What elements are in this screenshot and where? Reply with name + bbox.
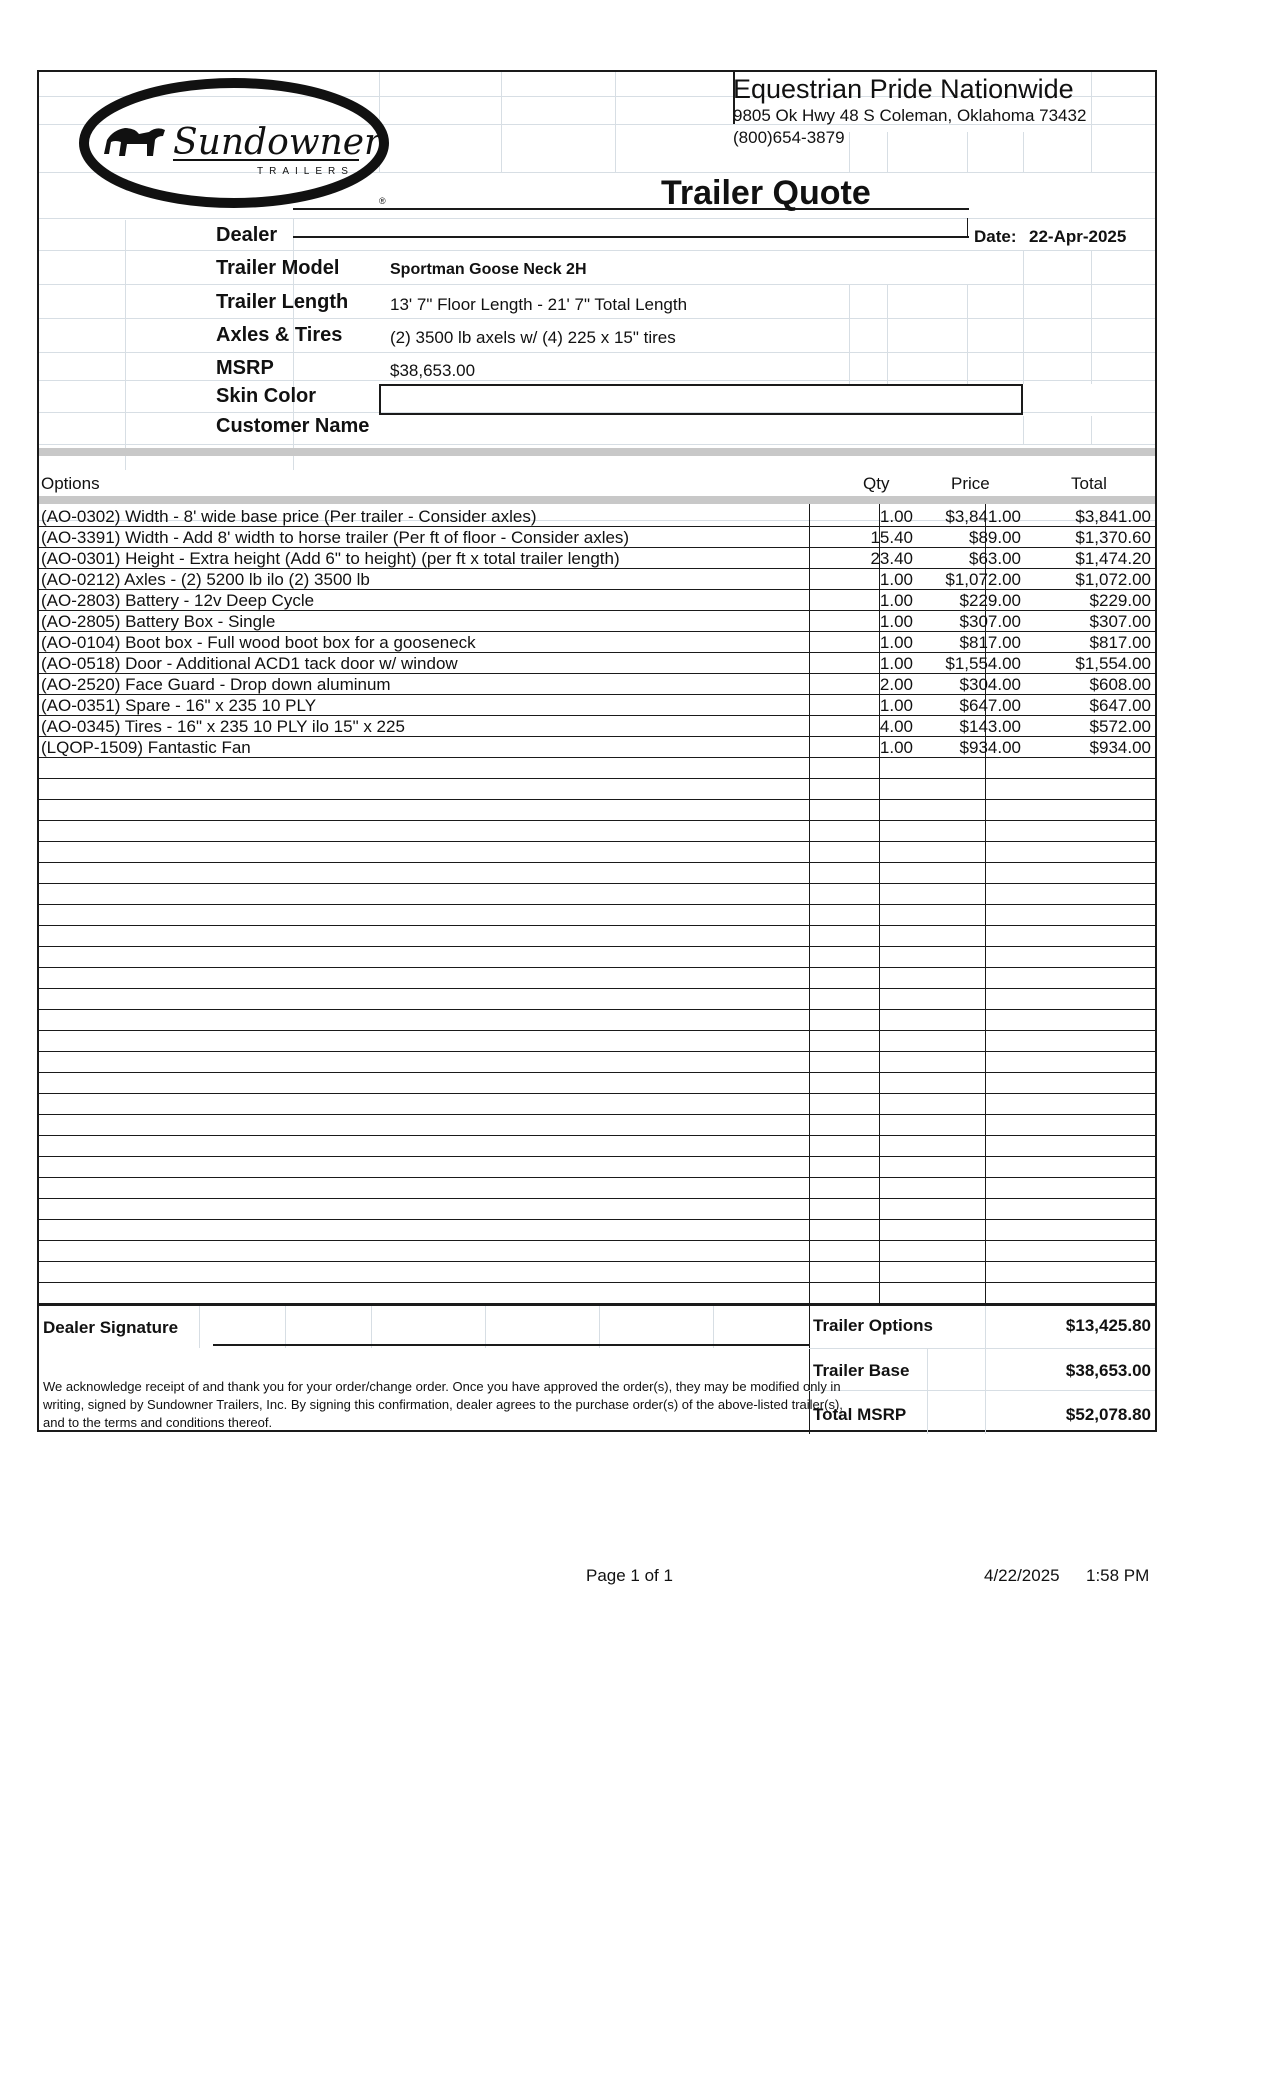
- option-total: $307.00: [1089, 612, 1151, 631]
- option-total: $817.00: [1089, 633, 1151, 652]
- option-qty: 4.00: [879, 717, 913, 736]
- option-price: $304.00: [959, 675, 1021, 694]
- empty-row: [39, 1178, 1155, 1199]
- dealer-signature-label: Dealer Signature: [43, 1318, 179, 1337]
- option-total: $572.00: [1089, 717, 1151, 736]
- trailer-base-value: $38,653.00: [1065, 1361, 1151, 1380]
- option-description: (AO-0345) Tires - 16" x 235 10 PLY ilo 15" x 225: [41, 717, 405, 736]
- total-msrp-value: $52,078.80: [1065, 1405, 1151, 1424]
- empty-row: [39, 1220, 1155, 1241]
- table-row: [39, 611, 1155, 632]
- option-total: $608.00: [1089, 675, 1151, 694]
- acknowledgement-text: We acknowledge receipt of and thank you for your order/change order. Once you have approved the order(s), they may be modified only in writing, signed by Sundowner Trailers, Inc. By signing this confirmation, dealer agrees to the purchase order(s) of the above-listed trailer(s), and to the terms and conditions thereof.: [43, 1379, 843, 1430]
- option-price: $817.00: [959, 633, 1021, 652]
- option-total: $1,072.00: [1075, 570, 1151, 589]
- option-price: $934.00: [959, 738, 1021, 757]
- option-total: $1,474.20: [1075, 549, 1151, 568]
- option-price: $647.00: [959, 696, 1021, 715]
- company-address: 9805 Ok Hwy 48 S Coleman, Oklahoma 73432: [733, 106, 1087, 125]
- table-row: [39, 548, 1155, 569]
- option-total: $229.00: [1089, 591, 1151, 610]
- empty-row: [39, 1199, 1155, 1220]
- option-description: (AO-3391) Width - Add 8' width to horse trailer (Per ft of floor - Consider axles): [41, 528, 630, 547]
- option-description: (AO-0212) Axles - (2) 5200 lb ilo (2) 3500 lb: [41, 570, 370, 589]
- qty-header: Qty: [863, 474, 890, 493]
- empty-row: [39, 926, 1155, 947]
- msrp-value: $38,653.00: [390, 361, 476, 380]
- empty-row: [39, 905, 1155, 926]
- option-price: $229.00: [959, 591, 1021, 610]
- option-total: $1,554.00: [1075, 654, 1151, 673]
- option-price: $143.00: [959, 717, 1021, 736]
- empty-row: [39, 758, 1155, 779]
- option-qty: 1.00: [879, 633, 913, 652]
- option-description: (AO-0302) Width - 8' wide base price (Per trailer - Consider axles): [41, 507, 537, 526]
- empty-row: [39, 968, 1155, 989]
- logo-subtitle: TRAILERS: [257, 166, 354, 177]
- table-row: [39, 569, 1155, 590]
- date-label: Date:: [974, 227, 1017, 246]
- option-qty: 1.00: [879, 654, 913, 673]
- option-total: $1,370.60: [1075, 528, 1151, 547]
- option-total: $647.00: [1089, 696, 1151, 715]
- option-description: (AO-0301) Height - Extra height (Add 6" to height) (per ft x total trailer length): [41, 549, 620, 568]
- table-row: [39, 527, 1155, 548]
- trailer-length-label: Trailer Length: [216, 291, 349, 313]
- option-description: (AO-0351) Spare - 16" x 235 10 PLY: [41, 696, 317, 715]
- table-row: [39, 695, 1155, 716]
- table-row: [39, 674, 1155, 695]
- empty-row: [39, 947, 1155, 968]
- company-name: Equestrian Pride Nationwide: [733, 74, 1074, 104]
- empty-row: [39, 1262, 1155, 1283]
- axles-tires-value: (2) 3500 lb axels w/ (4) 225 x 15" tires: [390, 328, 676, 347]
- print-time: 1:58 PM: [1086, 1566, 1150, 1585]
- option-qty: 1.00: [879, 738, 913, 757]
- empty-row: [39, 779, 1155, 800]
- table-row: [39, 737, 1155, 758]
- option-description: (AO-2805) Battery Box - Single: [41, 612, 276, 631]
- empty-row: [39, 842, 1155, 863]
- trailer-model-label: Trailer Model: [216, 257, 340, 279]
- option-qty: 1.00: [879, 507, 913, 526]
- table-row: [39, 506, 1155, 527]
- sundowner-logo: [77, 76, 391, 210]
- option-price: $63.00: [969, 549, 1021, 568]
- option-qty: 1.00: [879, 570, 913, 589]
- trailer-length-value: 13' 7" Floor Length - 21' 7" Total Length: [390, 295, 688, 314]
- empty-row: [39, 1073, 1155, 1094]
- empty-row: [39, 884, 1155, 905]
- empty-row: [39, 1010, 1155, 1031]
- axles-tires-label: Axles & Tires: [216, 324, 343, 346]
- header-band: [39, 448, 1155, 456]
- option-description: (AO-0518) Door - Additional ACD1 tack door w/ window: [41, 654, 458, 673]
- option-price: $3,841.00: [945, 507, 1021, 526]
- option-qty: 23.40: [870, 549, 913, 568]
- date-value: 22-Apr-2025: [1029, 227, 1127, 246]
- empty-row: [39, 821, 1155, 842]
- print-date: 4/22/2025: [984, 1566, 1060, 1585]
- registered-mark: ®: [379, 196, 386, 206]
- msrp-label: MSRP: [216, 357, 274, 379]
- table-row: [39, 632, 1155, 653]
- empty-row: [39, 800, 1155, 821]
- dealer-signature-field[interactable]: [215, 1312, 805, 1342]
- table-row: [39, 716, 1155, 737]
- total-header: Total: [1071, 474, 1107, 493]
- empty-row: [39, 1052, 1155, 1073]
- empty-row: [39, 1115, 1155, 1136]
- option-description: (AO-0104) Boot box - Full wood boot box for a gooseneck: [41, 633, 476, 652]
- quote-sheet: [37, 70, 1157, 1432]
- document-title: Trailer Quote: [661, 174, 871, 212]
- header-band-bottom: [39, 496, 1155, 504]
- price-header: Price: [951, 474, 990, 493]
- option-qty: 1.00: [879, 591, 913, 610]
- option-description: (AO-2520) Face Guard - Drop down aluminum: [41, 675, 391, 694]
- empty-row: [39, 1031, 1155, 1052]
- empty-row: [39, 1241, 1155, 1262]
- option-price: $89.00: [969, 528, 1021, 547]
- option-qty: 1.00: [879, 696, 913, 715]
- page-number: Page 1 of 1: [586, 1566, 673, 1585]
- empty-row: [39, 1136, 1155, 1157]
- option-price: $1,072.00: [945, 570, 1021, 589]
- empty-row: [39, 1283, 1155, 1304]
- option-description: (AO-2803) Battery - 12v Deep Cycle: [41, 591, 315, 610]
- skin-color-label: Skin Color: [216, 385, 317, 407]
- customer-name-field[interactable]: [387, 419, 1015, 441]
- options-header: Options: [41, 474, 100, 493]
- trailer-options-value: $13,425.80: [1065, 1316, 1151, 1335]
- table-row: [39, 590, 1155, 611]
- customer-name-label: Customer Name: [216, 415, 370, 437]
- option-total: $934.00: [1089, 738, 1151, 757]
- dealer-label: Dealer: [216, 224, 278, 246]
- option-total: $3,841.00: [1075, 507, 1151, 526]
- trailer-options-label: Trailer Options: [813, 1316, 933, 1335]
- option-qty: 2.00: [879, 675, 913, 694]
- option-price: $307.00: [959, 612, 1021, 631]
- table-row: [39, 653, 1155, 674]
- empty-row: [39, 1157, 1155, 1178]
- option-qty: 15.40: [870, 528, 913, 547]
- empty-row: [39, 1094, 1155, 1115]
- logo-wordmark: Sundowner: [173, 122, 382, 163]
- option-price: $1,554.00: [945, 654, 1021, 673]
- empty-row: [39, 863, 1155, 884]
- option-description: (LQOP-1509) Fantastic Fan: [41, 738, 251, 757]
- option-qty: 1.00: [879, 612, 913, 631]
- trailer-base-label: Trailer Base: [813, 1361, 910, 1380]
- total-msrp-label: Total MSRP: [813, 1405, 907, 1424]
- company-phone: (800)654-3879: [733, 128, 845, 147]
- trailer-model-value: Sportman Goose Neck 2H: [390, 261, 587, 278]
- empty-row: [39, 989, 1155, 1010]
